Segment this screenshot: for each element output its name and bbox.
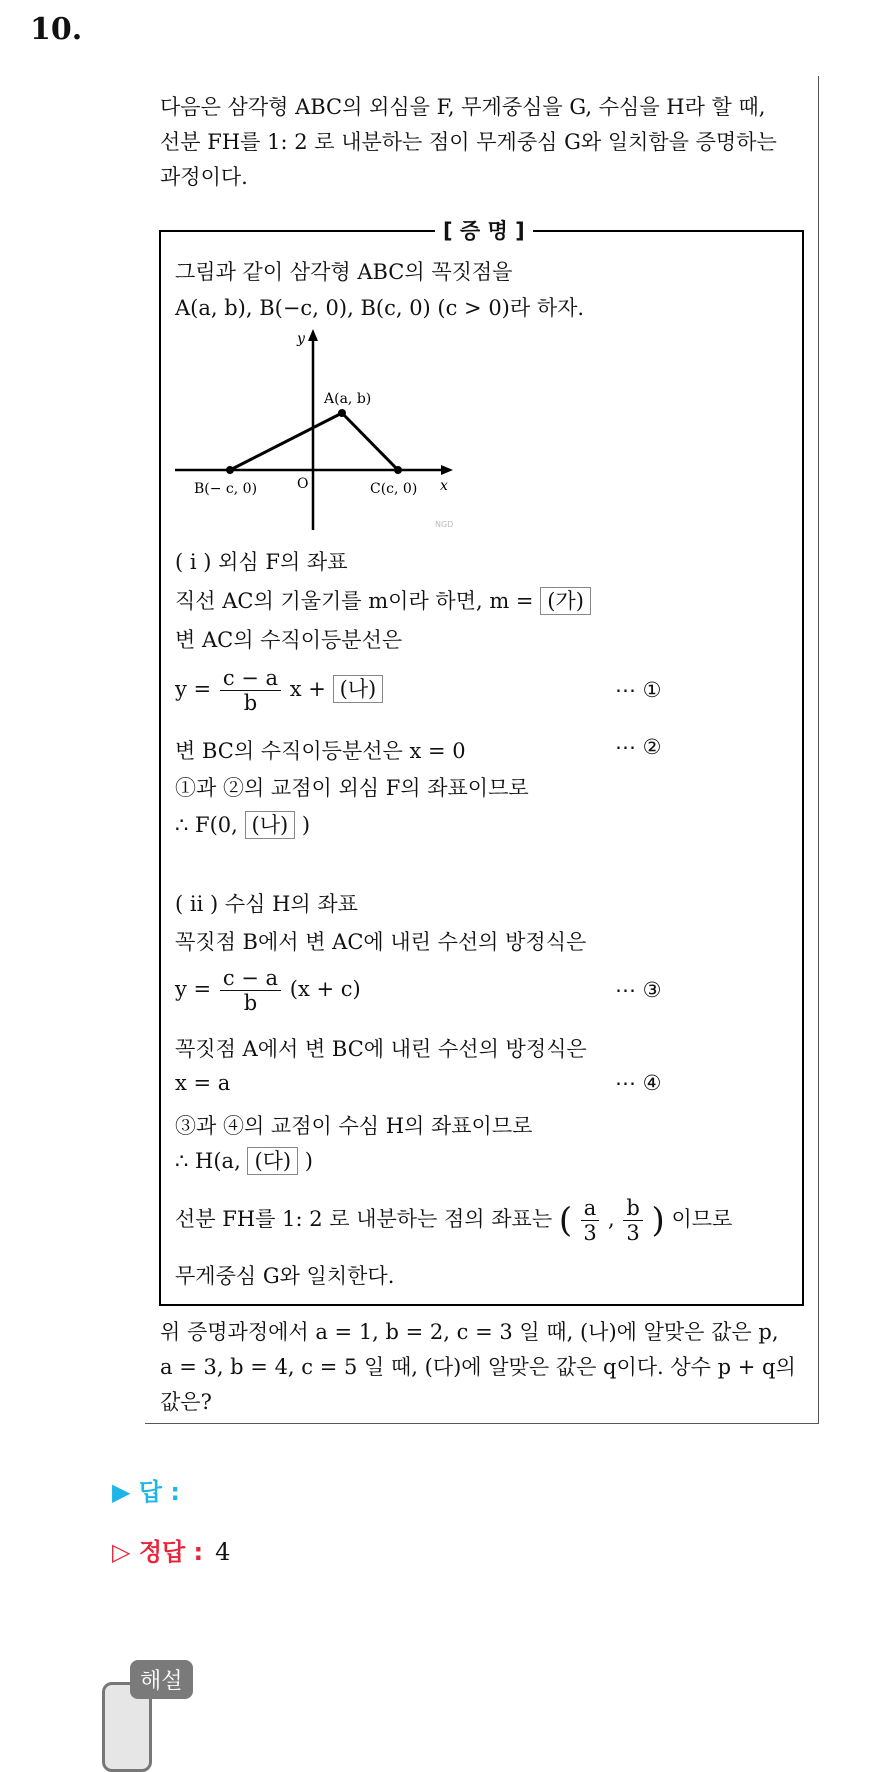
correct-label: ▷ 정답 : (112, 1538, 204, 1566)
eq1-denominator: b (243, 691, 258, 715)
answer-label: ▶ 답 : (112, 1478, 180, 1506)
f-coordinate (175, 811, 310, 839)
eq1-lhs: y = (175, 677, 212, 701)
eq3-fraction (220, 966, 281, 1015)
perpendicular-a-text: 꼭짓점 A에서 변 BC에 내린 수선의 방정식은 (175, 1037, 587, 1061)
watermark: NGD (435, 520, 454, 529)
eq1-fraction (220, 666, 281, 715)
final-text: 무게중심 G와 일치한다. (175, 1264, 395, 1288)
problem-intro (160, 90, 777, 195)
intro-line: 다음은 삼각형 ABC의 외심을 F, 무게중심을 G, 수심을 H라 할 때, (160, 95, 766, 119)
h-coord-suffix: ) (304, 1149, 313, 1173)
slope-text: 직선 AC의 기울기를 m이라 하면, m = (175, 589, 534, 613)
question-line: 위 증명과정에서 a = 1, b = 2, c = 3 일 때, (나)에 알맞은 값은 p, (160, 1320, 779, 1344)
eq1-rest: x + (289, 677, 326, 701)
eq3-rest: (x + c) (289, 977, 361, 1001)
intro-line: 선분 FH를 1: 2 로 내분하는 점이 무게중심 G와 일치함을 증명하는 (160, 130, 777, 154)
y-axis-label: y (297, 331, 305, 347)
f-coord-prefix: ∴ F(0, (175, 813, 238, 837)
intersection-text-2: ③과 ④의 교점이 수심 H의 좌표이므로 (175, 1114, 533, 1138)
frac-b-denominator: 3 (626, 1221, 640, 1245)
question-text (160, 1315, 796, 1420)
triangle-figure (170, 325, 470, 535)
question-line: a = 3, b = 4, c = 5 일 때, (다)에 알맞은 값은 q이다. 상수 p + q의 (160, 1355, 796, 1379)
ref-1: ⋯ ① (615, 678, 662, 702)
equation-3 (175, 966, 361, 1015)
eq3-numerator: c − a (220, 966, 281, 991)
point-a-label: A(a, b) (324, 391, 372, 407)
h-coordinate (175, 1147, 313, 1175)
intersection-text: ①과 ②의 교점이 외심 F의 좌표이므로 (175, 776, 529, 800)
comma: , (608, 1207, 615, 1231)
point-c-label: C(c, 0) (370, 481, 418, 497)
frac-b-numerator: b (623, 1196, 642, 1221)
origin-label: O (297, 476, 309, 492)
correct-answer (112, 1532, 230, 1567)
blank-na-repeat: (나) (245, 811, 296, 839)
question-line: 값은? (160, 1390, 212, 1414)
blank-ga: (가) (540, 587, 591, 615)
proof-box-title: [ 증 명 ] (435, 215, 533, 245)
eq1-numerator: c − a (220, 666, 281, 691)
equation-1 (175, 666, 383, 715)
f-coord-suffix: ) (301, 813, 311, 837)
bisector-bc-text: 변 BC의 수직이등분선은 x = 0 (175, 739, 466, 763)
right-paren: ) (651, 1200, 665, 1241)
conclusion-suffix: 이므로 (671, 1207, 733, 1231)
perpendicular-b-text: 꼭짓점 B에서 변 AC에 내린 수선의 방정식은 (175, 930, 587, 954)
h-coord-prefix: ∴ H(a, (175, 1149, 241, 1173)
ref-4: ⋯ ④ (615, 1071, 662, 1095)
eq3-denominator: b (243, 991, 258, 1015)
frac-a-numerator: a (581, 1196, 600, 1221)
point-b-label: B(− c, 0) (194, 481, 258, 497)
conclusion-line (175, 1196, 732, 1245)
ref-2: ⋯ ② (615, 735, 662, 759)
frac-b-over-3 (623, 1196, 642, 1245)
bisector-ac-text: 변 AC의 수직이등분선은 (175, 628, 403, 652)
explanation-button[interactable]: 해설 (130, 1660, 193, 1699)
problem-number: 10. (30, 12, 83, 47)
setup-line: A(a, b), B(−c, 0), B(c, 0) (c > 0)라 하자. (175, 296, 585, 320)
left-paren: ( (558, 1200, 573, 1241)
part2-heading: ( ii ) 수심 H의 좌표 (175, 892, 358, 916)
setup-line: 그림과 같이 삼각형 ABC의 꼭짓점을 (175, 260, 513, 284)
frac-a-over-3 (581, 1196, 600, 1245)
ref-3: ⋯ ③ (615, 978, 662, 1002)
blank-na: (나) (333, 675, 384, 703)
part1-heading: ( i ) 외심 F의 좌표 (175, 550, 348, 574)
blank-da: (다) (247, 1147, 298, 1175)
correct-value: 4 (215, 1538, 231, 1566)
frac-a-denominator: 3 (583, 1221, 597, 1245)
eq3-lhs: y = (175, 977, 212, 1001)
slope-line (175, 585, 591, 615)
conclusion-prefix: 선분 FH를 1: 2 로 내분하는 점의 좌표는 (175, 1207, 553, 1231)
x-axis-label: x (440, 478, 448, 494)
equation-4: x = a (175, 1071, 231, 1095)
intro-line: 과정이다. (160, 165, 248, 189)
